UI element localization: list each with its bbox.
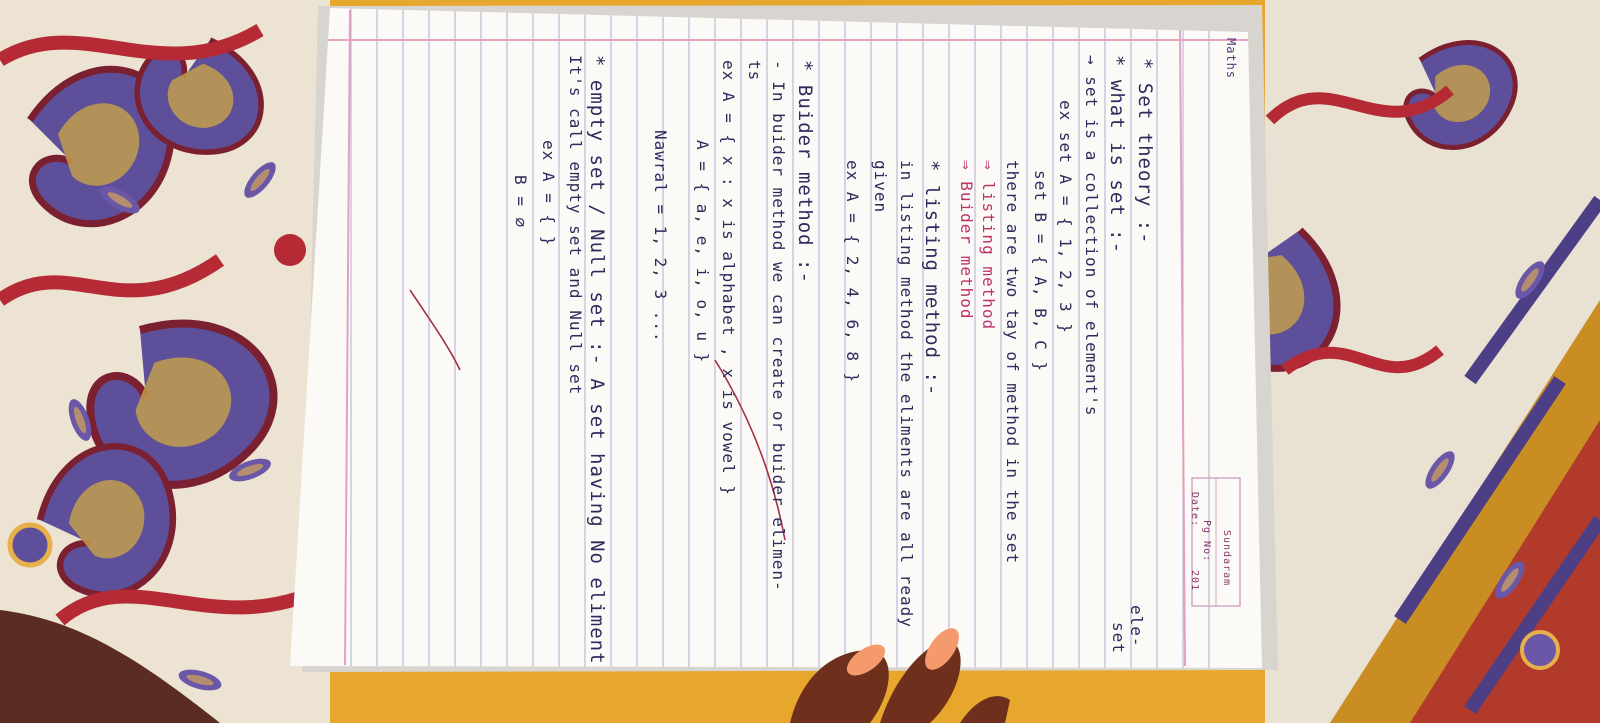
line-empty-set-heading: * empty set / Null set :- A set having No eliment xyxy=(586,55,608,665)
page-box-page-label: Pg No: xyxy=(1201,520,1212,563)
line-set-definition: → set is a collection of element's xyxy=(1082,55,1101,417)
line-listing-method-item: ⇒ listing method xyxy=(979,160,998,331)
margin-fragment: ele- xyxy=(1127,605,1146,648)
page-box-brand: Sundaram xyxy=(1221,530,1232,587)
page-box-year: 201 xyxy=(1189,570,1200,592)
line-listing-heading: * listing method :- xyxy=(921,160,943,397)
line-builder-method-item: ⇒ Buider method xyxy=(957,160,976,320)
corner-tag: Maths xyxy=(1224,38,1238,80)
line-set-b: set B = { A, B, C } xyxy=(1031,170,1050,373)
line-listing-given: given xyxy=(871,160,890,214)
line-example-set-a: ex set A = { 1, 2, 3 } xyxy=(1056,100,1075,334)
margin-fragment: set xyxy=(1109,622,1128,654)
line-vowel-set: A = { a, e, i, o, u } xyxy=(693,140,712,364)
line-listing-description: in listing method the eliments are all ready xyxy=(897,160,916,628)
left-fabric xyxy=(0,0,330,723)
line-natural-numbers: Nawral = 1, 2, 3 ... xyxy=(651,130,670,343)
line-builder-description: - In buider method we can create or buider elimen- xyxy=(769,60,788,592)
line-two-methods: there are two tay of method in the set xyxy=(1003,160,1022,565)
line-listing-example: ex A = { 2, 4, 6, 8 } xyxy=(843,160,862,384)
line-what-is-set: * what is set :- xyxy=(1106,55,1128,255)
line-empty-set-description: It's call empty set and Null set xyxy=(566,55,585,396)
ruled-lines xyxy=(350,8,1210,668)
line-builder-heading: * Buider method :- xyxy=(794,60,816,284)
line-null-set-symbol: B = ∅ xyxy=(511,175,530,229)
page-box-date-label: Date: xyxy=(1189,492,1200,528)
line-empty-set-example: ex A = { } xyxy=(539,140,558,247)
line-builder-example: ex A = { x : x is alphabet , x is vowel } xyxy=(719,60,738,496)
line-set-theory: * Set theory :- xyxy=(1134,58,1156,245)
line-builder-description-cont: ts xyxy=(745,60,764,82)
